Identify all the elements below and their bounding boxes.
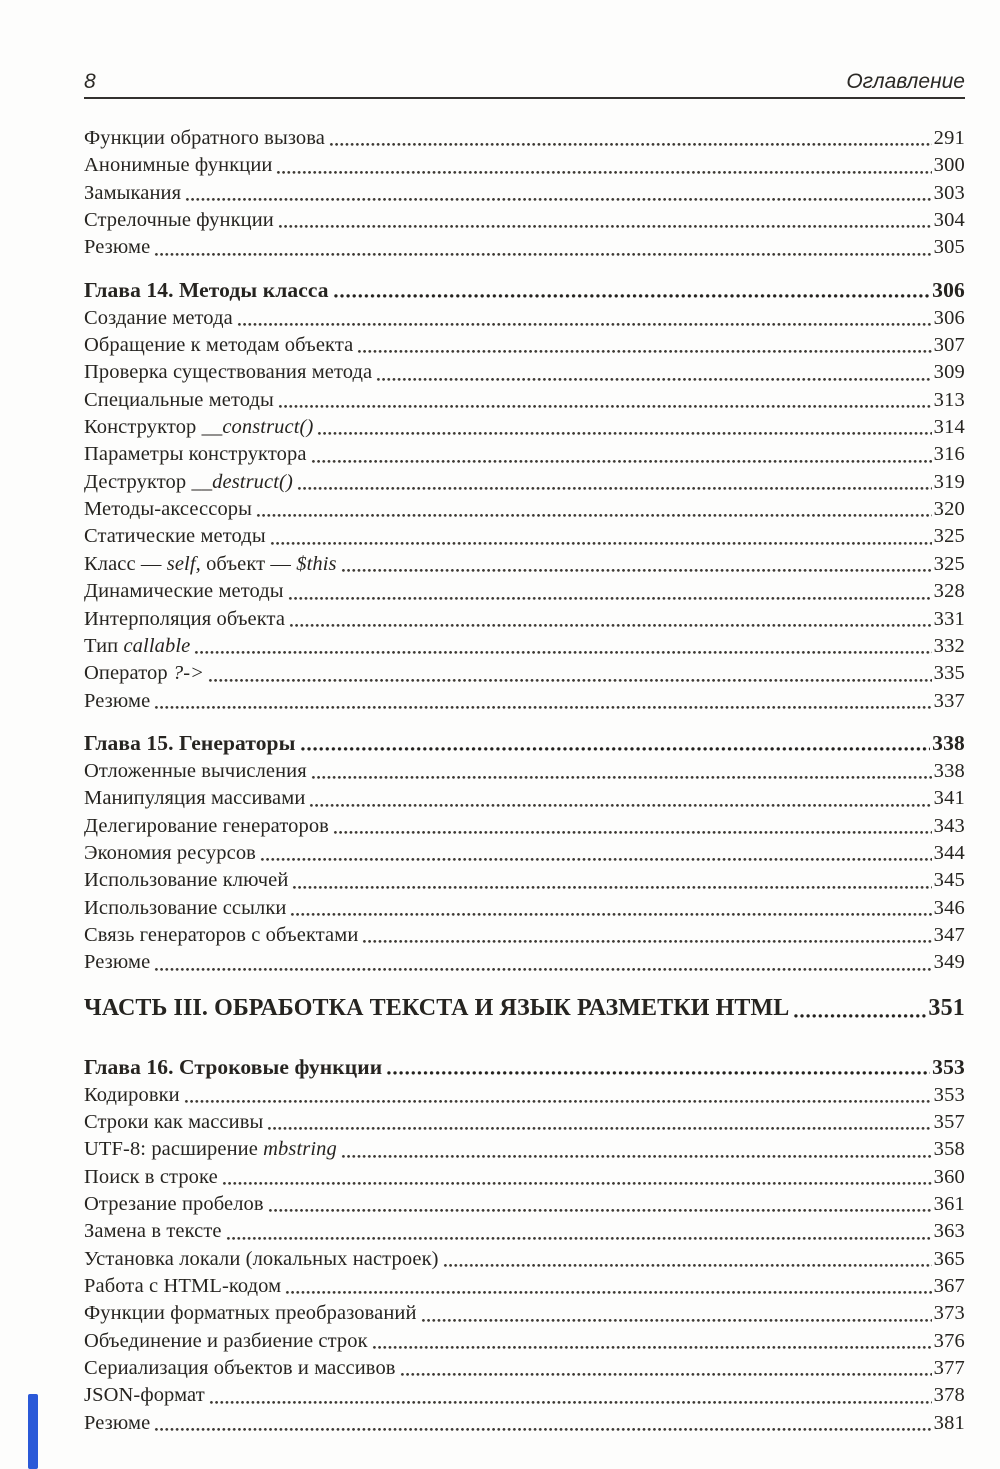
toc-entry-title [84,1052,382,1082]
toc-entry-page: 373 [933,1302,965,1325]
title-segment: Проверка существования метода [84,361,373,384]
toc-entry-page: 325 [933,525,965,548]
toc-entry-page: 325 [933,552,965,575]
toc-entry-title [84,180,181,207]
toc-entry-page: 305 [933,236,965,259]
toc-entry-title [84,1136,337,1163]
dot-leader [376,377,931,382]
toc-entry-page: 338 [932,730,965,755]
title-segment: Установка локали (локальных настроек) [84,1247,439,1270]
dot-leader [268,1208,932,1213]
toc-entry-title [84,1328,368,1355]
title-segment: __destruct() [191,470,293,493]
title-segment: __construct() [201,416,314,439]
toc-row [84,1355,965,1382]
title-segment: UTF-8: расширение [84,1138,264,1161]
toc-entry-page: 377 [933,1357,965,1380]
toc-entry-title [84,1300,417,1327]
toc-entry-page: 343 [933,814,965,837]
toc-entry-title [84,523,266,550]
title-segment: Класс — [84,552,167,575]
toc-row [84,922,965,949]
toc-row [84,551,965,578]
dot-leader [154,1427,931,1432]
toc-row [84,1191,965,1218]
toc-entry-title [84,1246,439,1273]
title-segment: Параметры конструктора [84,443,307,466]
toc-row [84,992,965,1025]
dot-leader [288,596,932,601]
toc-row [84,523,965,550]
toc-row [84,606,965,633]
toc-entry-title [84,992,789,1025]
toc-entry-page: 347 [933,923,965,946]
toc-row [84,180,965,207]
toc-entry-title [84,387,274,414]
dot-leader [341,568,932,573]
title-segment: Поиск в строке [84,1165,218,1188]
dot-leader [237,322,932,327]
toc-entry-page: 363 [933,1220,965,1243]
toc-entry-title [84,578,284,605]
title-segment: callable [123,634,191,657]
title-segment: Функции форматных преобразований [84,1302,417,1325]
toc-entry-title [84,1382,205,1409]
toc-entry-page: 345 [933,869,965,892]
dot-leader [154,705,931,710]
dot-leader [386,1070,930,1076]
toc-entry-title [84,125,325,152]
toc-row [84,1136,965,1163]
title-segment: ЧАСТЬ III. ОБРАБОТКА ТЕКСТА И ЯЗЫК РАЗМЕТКИ HTML [84,994,790,1021]
title-segment: Обращение к методам объекта [84,334,354,357]
dot-leader [260,857,932,862]
dot-leader [285,1290,931,1295]
toc-entry-page: 367 [933,1275,965,1298]
toc-entry-title [84,551,337,578]
toc-entry-title [84,1355,396,1382]
toc-row [84,1109,965,1136]
toc-entry-title [84,840,256,867]
toc-entry-page: 331 [933,607,965,630]
toc-entry-page: 378 [933,1384,965,1407]
toc-entry-title [84,1273,281,1300]
dot-leader [311,459,932,464]
toc-entry-title [84,152,272,179]
title-segment: Манипуляция массивами [84,787,306,810]
title-segment: ?-> [172,662,205,685]
title-segment: Глава 15. Генераторы [84,730,296,755]
toc-entry-title [84,1109,263,1136]
dot-leader [276,170,931,175]
title-segment: Динамические методы [84,580,284,603]
toc-entry-title [84,1082,180,1109]
toc-entry-title [84,728,296,758]
toc-row [84,332,965,359]
title-segment: Замена в тексте [84,1220,222,1243]
title-segment: Резюме [84,689,151,712]
dot-leader [793,1013,926,1019]
toc-entry-page: 291 [933,127,965,149]
toc-entry-page: 353 [933,1083,965,1106]
title-segment: Сериализация объектов и массивов [84,1357,396,1380]
title-segment: JSON-формат [84,1384,205,1407]
toc-row [84,1273,965,1300]
toc-entry-title [84,332,353,359]
title-segment: Кодировки [84,1083,180,1106]
toc-row [84,1082,965,1109]
dot-leader [208,678,932,683]
title-segment: Деструктор [84,470,192,493]
dot-leader [357,349,931,354]
toc-row [84,1410,965,1437]
title-segment: Специальные методы [84,388,274,411]
dot-leader [270,541,932,546]
dot-leader [362,939,931,944]
toc-entry-page: 306 [932,277,965,302]
toc-entry-page: 361 [933,1193,965,1215]
toc-row [84,1246,965,1273]
dot-leader [341,1154,932,1159]
toc-row [84,441,965,468]
toc-row [84,1164,965,1191]
toc-entry-page: 319 [933,470,965,493]
toc-entry-page: 344 [933,841,965,864]
dot-leader [329,142,932,147]
dot-leader [278,404,932,409]
title-segment: Использование ключей [84,869,289,892]
toc-entry-page: 314 [933,416,965,439]
dot-leader [333,830,932,835]
title-segment: Строки как массивы [84,1110,264,1133]
toc-row [84,688,965,715]
dot-leader [309,803,931,808]
dot-leader [443,1263,932,1268]
dot-leader [292,885,931,890]
toc-row [84,578,965,605]
toc-row [84,414,965,441]
dot-leader [311,775,932,780]
dot-leader [154,967,931,972]
dot-leader [267,1126,931,1131]
dot-leader [421,1318,932,1323]
toc-entry-page: 341 [933,787,965,810]
toc-entry-page: 335 [933,662,965,685]
toc-row [84,813,965,840]
toc-entry-title [84,660,204,687]
dot-leader [154,252,931,257]
toc-entry-title [84,275,329,305]
toc-entry-page: 337 [933,689,965,712]
toc-entry-title [84,785,305,812]
toc-row [84,305,965,332]
dot-leader [194,650,931,655]
toc-entry-page: 304 [933,209,965,232]
toc-entry-page: 313 [933,388,965,411]
toc-entry-title [84,688,150,715]
title-segment: Стрелочные функции [84,209,274,232]
dot-leader [226,1236,932,1241]
toc-entry-title [84,441,307,468]
toc-entry-page: 300 [933,154,965,177]
toc-row [84,152,965,179]
title-segment: Отложенные вычисления [84,759,307,782]
toc-entry-page: 365 [933,1247,965,1270]
toc-entry-title [84,469,293,496]
toc-row [84,125,965,152]
title-segment: Резюме [84,1411,151,1434]
toc-entry-title [84,305,233,332]
toc-entry-title [84,813,329,840]
toc-entry-title [84,414,313,441]
toc-row [84,1300,965,1327]
toc-entry-title [84,1410,150,1437]
title-segment: Методы-аксессоры [84,498,253,521]
toc-entry-page: 332 [933,634,965,657]
dot-leader [209,1400,932,1405]
toc-entry-title [84,1191,264,1218]
toc-entry-page: 376 [933,1329,965,1352]
toc-entry-page: 303 [933,181,965,204]
toc-entry-title [84,207,274,234]
title-segment: Работа с HTML-кодом [84,1275,282,1298]
toc-row [84,1052,965,1082]
toc-entry-page: 358 [933,1138,965,1161]
dot-leader [297,486,932,491]
toc-entry-page: 360 [933,1165,965,1188]
toc-entry-page: 328 [933,580,965,603]
title-segment: Экономия ресурсов [84,841,256,864]
toc-row [84,895,965,922]
title-segment: Замыкания [84,181,182,204]
dot-leader [372,1345,932,1350]
toc-entry-title [84,949,150,976]
dot-leader [317,431,931,436]
toc-entry-title [84,867,288,894]
toc-entry-page: 357 [933,1110,965,1133]
title-segment: Статические методы [84,525,266,548]
title-segment: Оператор [84,662,173,685]
dot-leader [290,912,931,917]
title-segment: объект — [200,552,297,575]
toc-entry-page: 338 [933,759,965,782]
toc-entry-page: 306 [933,306,965,329]
toc-entry-title [84,1218,222,1245]
toc-row [84,840,965,867]
toc-entry-title [84,496,252,523]
toc-entry-title [84,359,372,386]
toc-row [84,469,965,496]
title-segment: Конструктор [84,416,202,439]
running-head-rule [84,97,965,99]
toc-row [84,660,965,687]
toc-entry-page: 353 [932,1054,965,1079]
scan-artifact-mark [28,1394,38,1469]
toc-entry-page: 346 [933,896,965,919]
dot-leader [333,293,930,299]
toc-entry-title [84,1164,218,1191]
toc-row [84,234,965,261]
toc-entry-title [84,758,307,785]
toc-row [84,275,965,305]
toc-row [84,496,965,523]
page-number: 8 [84,70,96,93]
title-segment: Глава 16. Строковые функции [84,1054,383,1079]
toc-row [84,728,965,758]
title-segment: Отрезание пробелов [84,1193,264,1215]
title-segment: Интерполяция объекта [84,607,286,630]
table-of-contents [84,125,965,1437]
title-segment: Резюме [84,951,151,974]
toc-row [84,758,965,785]
title-segment: Создание метода [84,306,233,329]
title-segment: Резюме [84,236,151,259]
toc-row [84,1382,965,1409]
dot-leader [222,1181,932,1186]
title-segment: mbstring [263,1138,337,1161]
dot-leader [184,1099,932,1104]
toc-row [84,207,965,234]
title-segment: Функции обратного вызова [84,127,325,149]
title-segment: Анонимные функции [84,154,273,177]
toc-entry-page: 351 [928,994,965,1021]
title-segment: Связь генераторов с объектами [84,923,359,946]
toc-row [84,867,965,894]
toc-row [84,387,965,414]
toc-entry-title [84,606,285,633]
dot-leader [278,224,932,229]
toc-entry-page: 309 [933,361,965,384]
title-segment: Тип [84,634,124,657]
toc-entry-title [84,895,286,922]
running-head-title: Оглавление [846,70,965,93]
toc-entry-page: 307 [933,334,965,357]
title-segment: Делегирование генераторов [84,814,329,837]
toc-entry-title [84,234,150,261]
dot-leader [300,746,931,752]
dot-leader [185,197,932,202]
toc-row [84,949,965,976]
toc-entry-title [84,633,190,660]
toc-row [84,633,965,660]
running-head [84,70,965,93]
toc-entry-title [84,922,358,949]
dot-leader [400,1372,932,1377]
toc-row [84,359,965,386]
dot-leader [289,623,932,628]
toc-entry-page: 316 [933,443,965,466]
title-segment: Использование ссылки [84,896,287,919]
toc-entry-page: 320 [933,498,965,521]
toc-row [84,1328,965,1355]
toc-row [84,785,965,812]
toc-entry-page: 381 [933,1411,965,1434]
title-segment: Глава 14. Методы класса [84,277,329,302]
title-segment: $this [296,552,337,575]
title-segment: Объединение и разбиение строк [84,1329,368,1352]
toc-row [84,1218,965,1245]
title-segment: self, [166,552,201,575]
dot-leader [256,513,932,518]
toc-entry-page: 349 [933,951,965,974]
